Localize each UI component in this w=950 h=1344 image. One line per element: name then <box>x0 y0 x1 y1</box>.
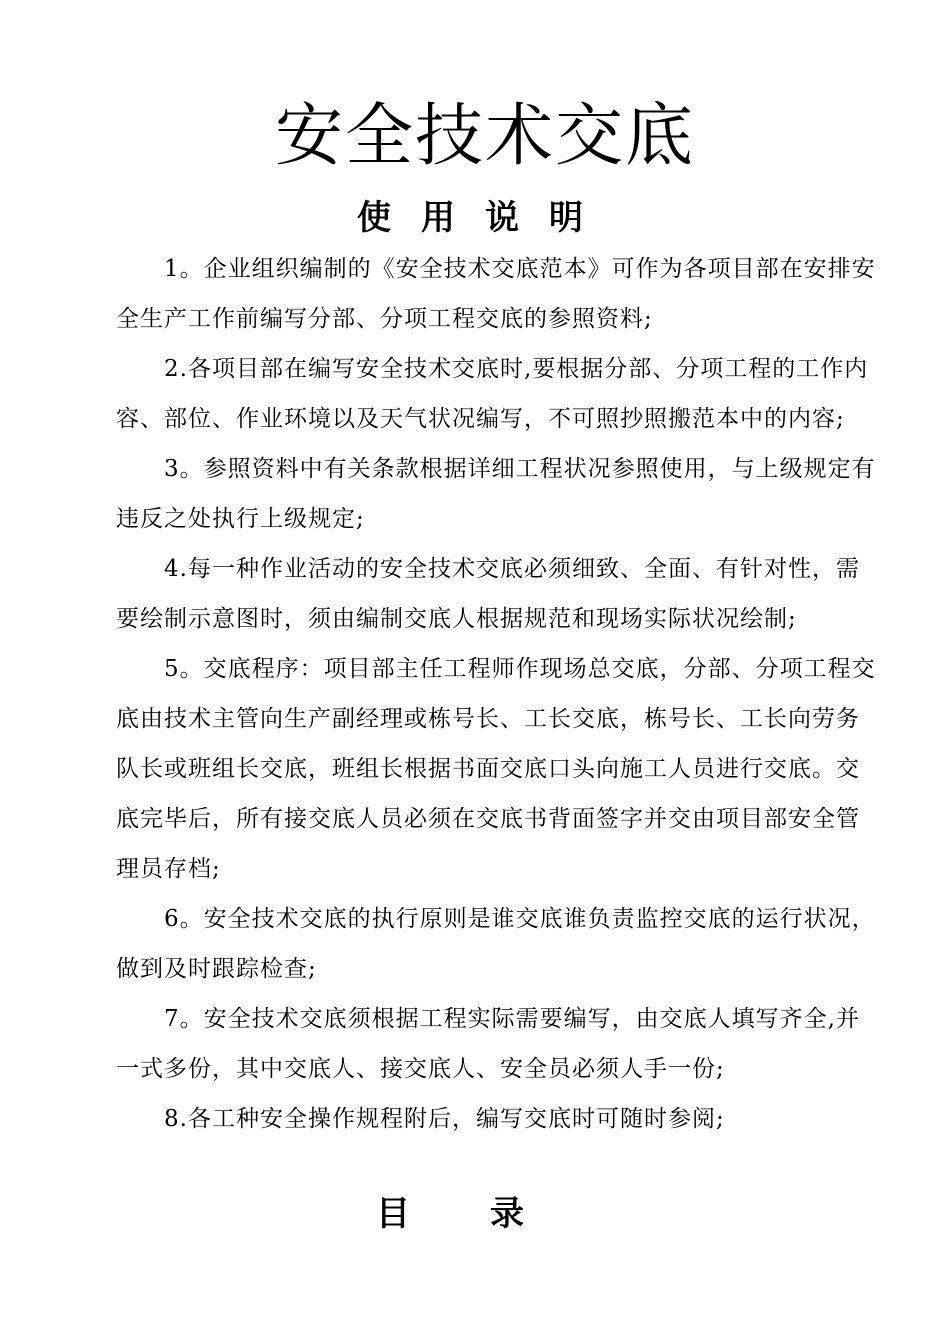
instruction-paragraph-2: 2.各项目部在编写安全技术交底时,要根据分部、分项工程的工作内容、部位、作业环境以及天气状况编写，不可照抄照搬范本中的内容; <box>116 356 869 432</box>
section-title: 使用说明 <box>357 198 613 238</box>
toc-title: 目录 <box>376 1194 604 1234</box>
instruction-paragraph-7: 7。安全技术交底须根据工程实际需要编写，由交底人填写齐全,并一式多份，其中交底人、接交底人、安全员必须人手一份; <box>116 1006 860 1082</box>
instruction-paragraph-6: 6。安全技术交底的执行原则是谁交底谁负责监控交底的运行状况，做到及时跟踪检查; <box>116 906 876 982</box>
instruction-paragraph-1: 1。企业组织编制的《安全技术交底范本》可作为各项目部在安排安全生产工作前编写分部、分项工程交底的参照资料; <box>116 256 876 332</box>
instruction-paragraph-8: 8.各工种安全操作规程附后，编写交底时可随时参阅; <box>164 1106 725 1132</box>
instruction-paragraph-4: 4.每一种作业活动的安全技术交底必须细致、全面、有针对性，需要绘制示意图时，须由编制交底人根据规范和现场实际状况绘制; <box>116 556 860 632</box>
instruction-paragraph-3: 3。参照资料中有关条款根据详细工程状况参照使用，与上级规定有违反之处执行上级规定; <box>116 456 876 532</box>
instruction-paragraph-5: 5。交底程序：项目部主任工程师作现场总交底，分部、分项工程交底由技术主管向生产副经理或栋号长、工长交底，栋号长、工长向劳务队长或班组长交底，班组长根据书面交底口头向施工人员进行交底。交底完毕后，所有接交底人员必须在交底书背面签字并交由项目部安全管理员存档; <box>116 656 876 882</box>
main-title: 安全技术交底 <box>274 97 695 176</box>
instructions-body <box>116 244 876 1144</box>
